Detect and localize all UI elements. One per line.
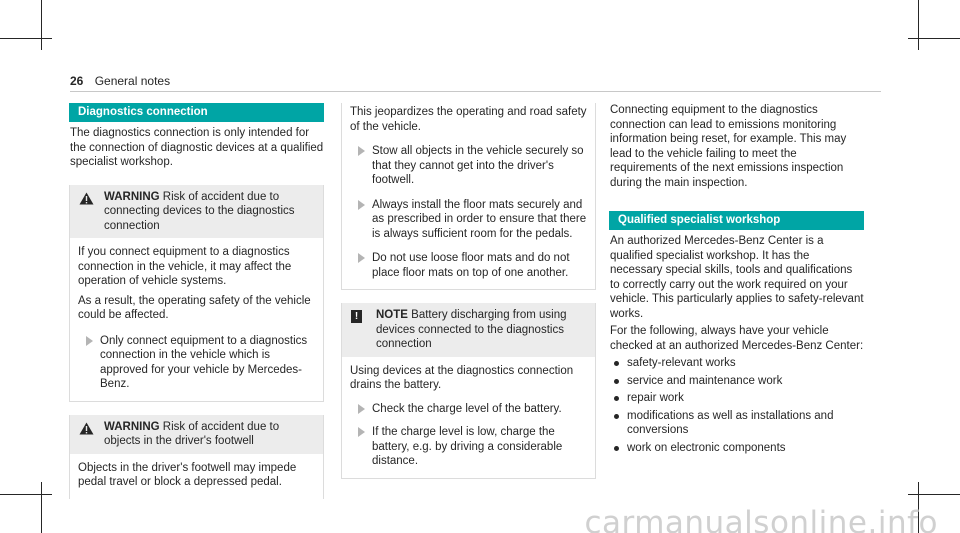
step-item [350,198,587,242]
step-text: If the charge level is low, charge the battery, e.g. by driving a considerable distance. [372,426,563,467]
step-item [350,251,587,280]
list-item-text: work on electronic components [627,441,786,454]
bullet-dot-icon [614,361,619,366]
warning-paragraph: Objects in the driver's footwell may impede pedal travel or block a depressed pedal. [78,461,297,488]
arrow-step-icon [358,253,365,263]
crop-mark [908,494,960,495]
step-item [350,144,587,188]
step-item [78,334,315,392]
header-divider [70,91,881,92]
crop-mark [908,38,960,39]
warning-body [70,238,323,401]
warning-header [70,185,323,239]
note-head-text: Battery discharging from using devices connected to the diagnostics connection [376,309,567,350]
warning-label: WARNING [104,420,160,433]
warning-box [69,415,324,499]
note-body [342,357,595,478]
warning-box [69,185,324,402]
workshop-paragraph: For the following, always have your vehicle checked at an authorized Mercedes-Benz Center: [610,325,864,352]
step-text: Stow all objects in the vehicle securely so that they cannot get into the driver's footwell. [372,145,584,186]
list-item [609,441,864,456]
page-number: 26 [70,74,84,88]
page-header [70,74,170,89]
step-text: Always install the floor mats securely and as prescribed in order to ensure that there is always sufficient room for the pedals. [372,198,587,240]
warning-header [70,415,323,454]
column-middle [341,103,596,479]
warning-paragraph: If you connect equipment to a diagnostics connection in the vehicle, it may affect the operation of vehicle systems. [78,246,292,287]
step-text: Only connect equipment to a diagnostics connection in the vehicle which is approved for your vehicle by Mercedes-Benz. [100,334,308,390]
page-title: General notes [94,74,171,88]
list-item [609,409,864,438]
emissions-paragraph: Connecting equipment to the diagnostics connection can lead to emissions monitoring information being reset, for example. This may lead to the vehicle failing to meet the requirements of the next emissions inspection during the main inspection. [610,104,847,189]
crop-mark [0,494,52,495]
warning-triangle-icon [79,192,94,210]
note-label: NOTE [376,309,408,321]
warning-head-text: Risk of accident due to objects in the driver's footwell [104,420,280,447]
list-item-text: repair work [627,392,684,404]
intro-paragraph: The diagnostics connection is only intended for the connection of diagnostic devices at a qualified specialist workshop. [70,127,324,168]
warning-label: WARNING [104,190,160,203]
warning-triangle-icon [79,422,94,440]
step-item [350,425,587,469]
arrow-step-icon [358,200,365,210]
warning-head-text: Risk of accident due to connecting devices to the diagnostics connection [104,190,295,232]
warning-body [70,454,323,499]
step-item [350,402,587,417]
list-item [609,356,864,371]
arrow-step-icon [358,146,365,156]
watermark-text: carmanualsonline.info [584,504,938,533]
step-text: Do not use loose floor mats and do not place floor mats on top of one another. [372,252,570,279]
column-right [609,103,864,455]
list-item-text: safety-relevant works [627,357,736,369]
arrow-step-icon [86,336,93,346]
warning-box-continued [341,103,596,290]
column-left [69,103,324,499]
bullet-dot-icon [614,396,619,401]
list-item-text: service and maintenance work [627,374,783,387]
note-box [341,303,596,479]
crop-mark [41,482,42,533]
note-paragraph: Using devices at the diagnostics connection drains the battery. [350,364,574,391]
list-item [609,391,864,406]
arrow-step-icon [358,404,365,414]
list-item-text: modifications as well as installations and conversions [627,409,834,436]
step-text: Check the charge level of the battery. [372,402,562,415]
warning-paragraph: This jeopardizes the operating and road safety of the vehicle. [350,106,587,133]
list-item [609,374,864,389]
warning-paragraph: As a result, the operating safety of the vehicle could be affected. [78,294,311,321]
crop-mark [0,38,52,39]
note-header [342,303,595,357]
arrow-step-icon [358,427,365,437]
crop-mark [918,0,919,50]
warning-body [342,103,595,289]
note-exclamation-icon: ! [351,310,362,323]
section-heading: Diagnostics connection [69,103,324,122]
bullet-dot-icon [614,379,619,384]
crop-mark [41,0,42,50]
bullet-dot-icon [614,414,619,419]
bullet-dot-icon [614,446,619,451]
section-heading: Qualified specialist workshop [609,211,864,230]
workshop-paragraph: An authorized Mercedes-Benz Center is a qualified specialist workshop. It has the necessary special skills, tools and qualifications to correctly carry out the work required on your vehicle. This particularly applies to safety-relevant works. [610,235,864,320]
